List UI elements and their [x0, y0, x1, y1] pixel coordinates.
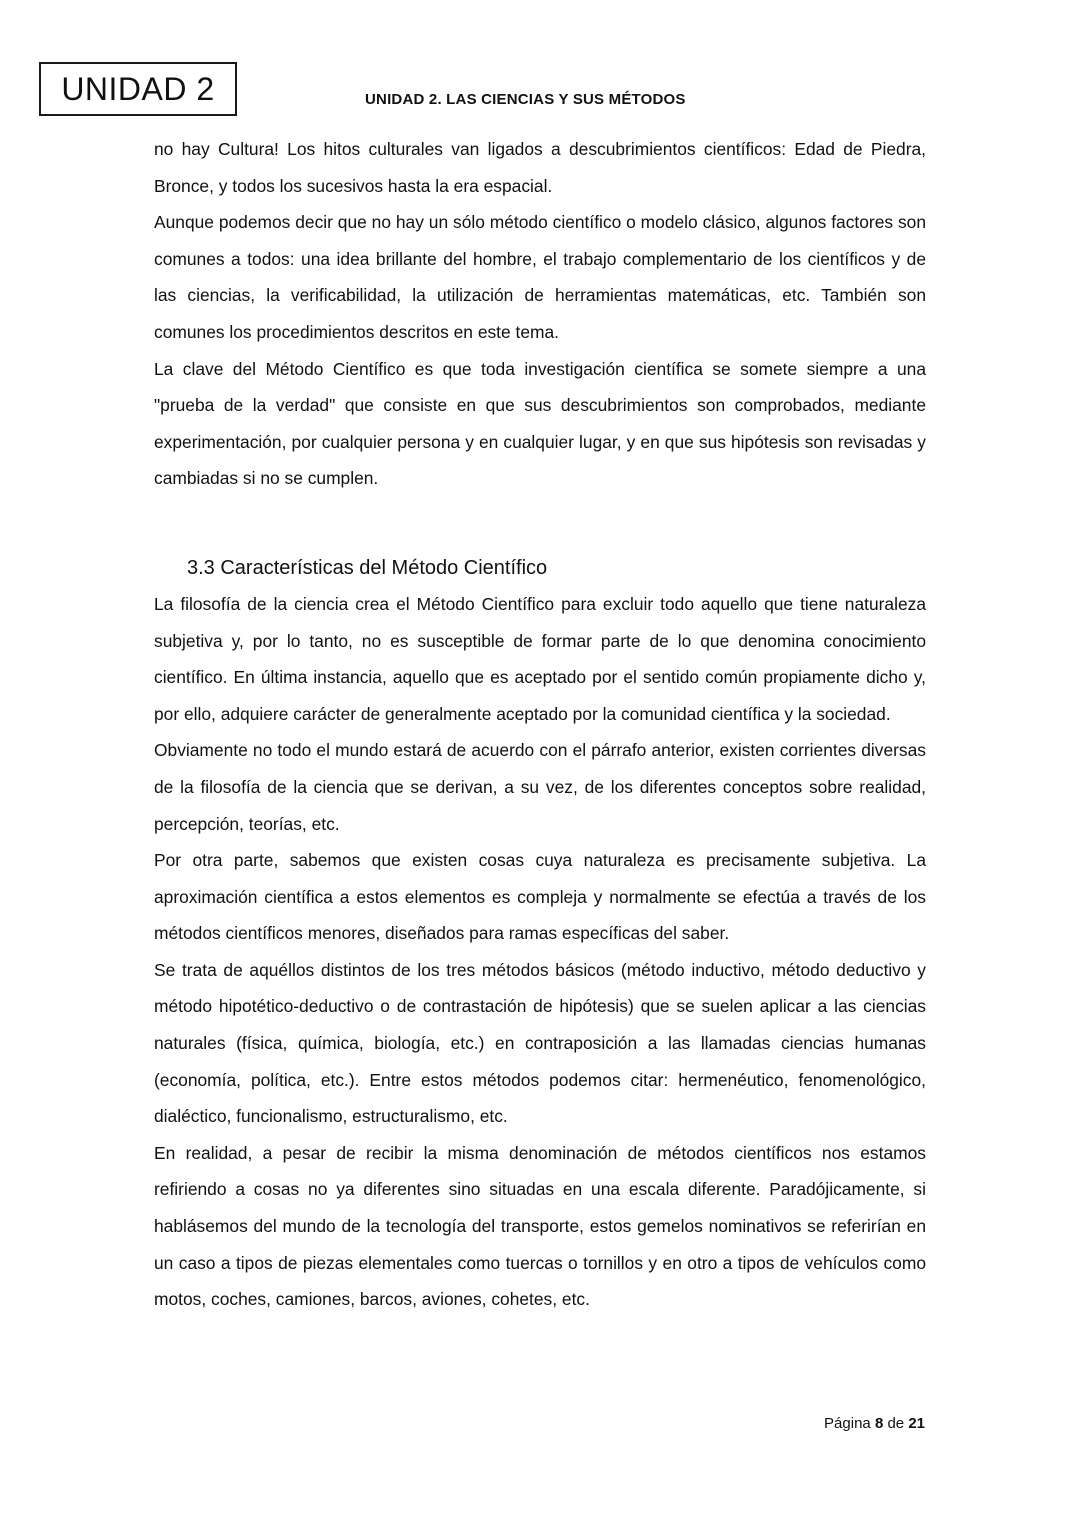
running-header-title: UNIDAD 2. LAS CIENCIAS Y SUS MÉTODOS [365, 91, 686, 108]
page-content [154, 131, 926, 1318]
paragraph: no hay Cultura! Los hitos culturales van ligados a descubrimientos científicos: Edad de Piedra, Bronce, y todos los sucesivos hasta la era espacial. [154, 139, 926, 196]
paragraph: Se trata de aquéllos distintos de los tres métodos básicos (método inductivo, método deductivo y método hipotético-deductivo o de contrastación de hipótesis) que se suelen aplicar a las ciencias naturales (física, química, biología, etc.) en contraposición a las llamadas ciencias humanas (economía, política, etc.). Entre estos métodos podemos citar: hermenéutico, fenomenológico, dialéctico, funcionalismo, estructuralismo, etc. [154, 959, 926, 1127]
paragraph: Aunque podemos decir que no hay un sólo método científico o modelo clásico, algunos factores son comunes a todos: una idea brillante del hombre, el trabajo complementario de los científicos y de las ciencias, la verificabilidad, la utilización de herramientas matemáticas, etc. También son comunes los procedimientos descritos en este tema. [154, 212, 926, 342]
unit-label: UNIDAD 2 [61, 70, 215, 107]
paragraph: Por otra parte, sabemos que existen cosas cuya naturaleza es precisamente subjetiva. La aproximación científica a estos elementos es compleja y normalmente se efectúa a través de los métodos científicos menores, diseñados para ramas específicas del saber. [154, 850, 926, 944]
unit-label-box [39, 62, 237, 116]
page-footer [824, 1415, 925, 1432]
total-pages-number: 21 [908, 1415, 925, 1432]
paragraph: La clave del Método Científico es que toda investigación científica se somete siempre a una "prueba de la verdad" que consiste en que sus descubrimientos son comprobados, mediante experimentación, por cualquier persona y en cualquier lugar, y en que sus hipótesis son revisadas y cambiadas si no se cumplen. [154, 358, 926, 489]
of-word: de [887, 1415, 905, 1432]
section-heading: 3.3 Características del Método Científico [187, 556, 548, 579]
paragraph: La filosofía de la ciencia crea el Método Científico para excluir todo aquello que tiene naturaleza subjetiva y, por lo tanto, no es susceptible de formar parte de lo que denomina conocimiento científico. En última instancia, aquello que es aceptado por el sentido común propiamente dicho y, por ello, adquiere carácter de generalmente aceptado por la comunidad científica y la sociedad. [154, 593, 926, 724]
page-word: Página [824, 1415, 871, 1432]
paragraph: En realidad, a pesar de recibir la misma denominación de métodos científicos nos estamos refiriendo a cosas no ya diferentes sino situadas en una escala diferente. Paradójicamente, si hablásemos del mundo de la tecnología del transporte, estos gemelos nominativos se referirían en un caso a tipos de piezas elementales como tuercas o tornillos y en otro a tipos de vehículos como motos, coches, camiones, barcos, aviones, cohetes, etc. [154, 1142, 926, 1310]
paragraph: Obviamente no todo el mundo estará de acuerdo con el párrafo anterior, existen corrientes diversas de la filosofía de la ciencia que se derivan, a su vez, de los diferentes conceptos sobre realidad, percepción, teorías, etc. [154, 740, 926, 834]
current-page-number: 8 [874, 1415, 884, 1432]
